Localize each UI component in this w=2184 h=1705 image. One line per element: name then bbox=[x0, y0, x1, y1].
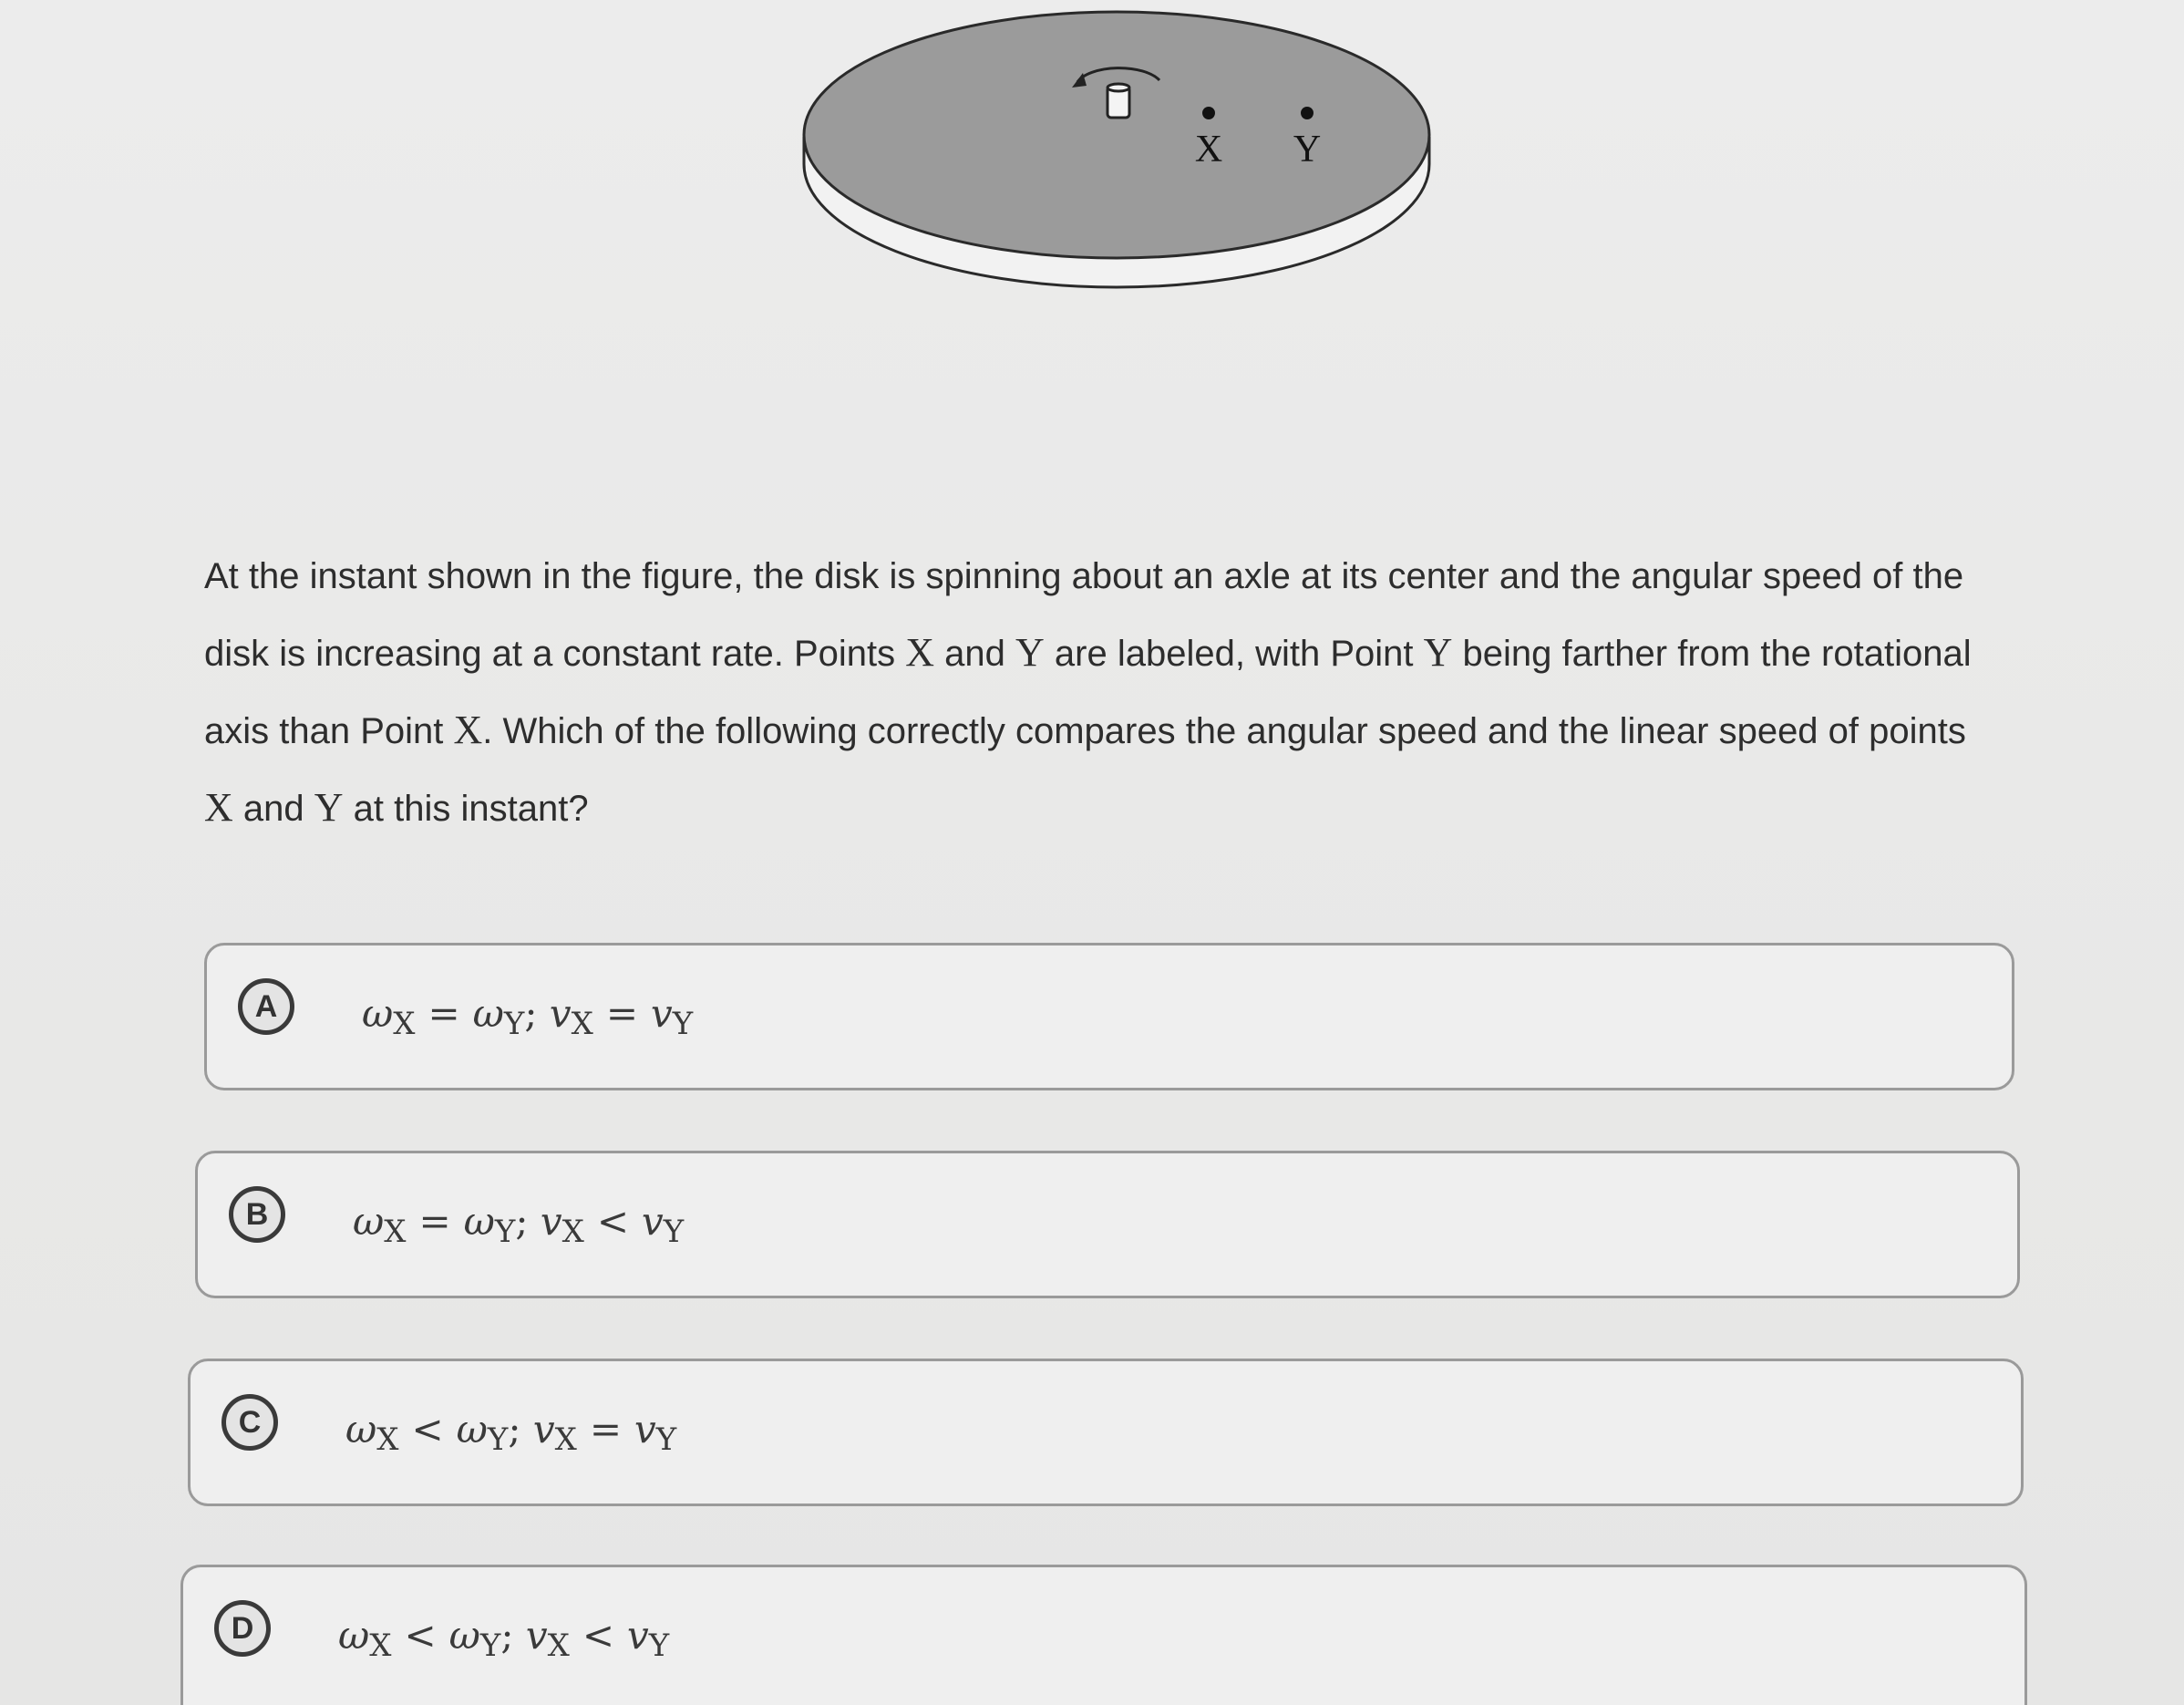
disk-figure bbox=[793, 0, 1449, 301]
choice-b-button[interactable] bbox=[195, 1151, 2020, 1298]
choice-d-letter: D bbox=[214, 1600, 271, 1657]
var-y: Y bbox=[1423, 630, 1453, 675]
point-y-label: Y bbox=[1293, 129, 1322, 170]
choice-c-letter: C bbox=[221, 1394, 278, 1451]
disk-top bbox=[804, 12, 1429, 258]
question-part: being farther from the rotational axis than Point bbox=[204, 634, 1972, 751]
var-x: X bbox=[453, 708, 483, 752]
question-part: and bbox=[232, 789, 314, 829]
question-part: and bbox=[934, 634, 1016, 674]
question-text bbox=[204, 538, 1991, 847]
question-part: At the instant shown in the figure, the disk is spinning about an axle at its center and the angular speed of the disk is increasing at a constant rate. Points bbox=[204, 556, 1964, 674]
choice-b-expression: ωX = ωY; vX < vY bbox=[353, 1199, 685, 1250]
choice-a-letter: A bbox=[238, 978, 294, 1035]
choice-c-expression: ωX < ωY; vX = vY bbox=[345, 1407, 677, 1458]
point-x-label: X bbox=[1194, 129, 1223, 170]
var-x: X bbox=[204, 785, 233, 830]
choice-a-expression: ωX = ωY; vX = vY bbox=[362, 991, 694, 1042]
var-y: Y bbox=[314, 785, 344, 830]
choice-b-letter: B bbox=[229, 1186, 285, 1243]
choice-c-button[interactable] bbox=[188, 1359, 2024, 1506]
var-y: Y bbox=[1015, 630, 1045, 675]
choice-d-expression: ωX < ωY; vX < vY bbox=[338, 1613, 670, 1664]
question-part: . Which of the following correctly compares the angular speed and the linear speed of points bbox=[482, 711, 1966, 751]
point-x-dot bbox=[1202, 107, 1215, 119]
var-x: X bbox=[905, 630, 935, 675]
question-part: are labeled, with Point bbox=[1044, 634, 1424, 674]
point-y-dot bbox=[1301, 107, 1313, 119]
choice-a-button[interactable] bbox=[204, 943, 2014, 1090]
question-part: at this instant? bbox=[343, 789, 589, 829]
choice-d-button[interactable] bbox=[180, 1565, 2027, 1705]
axle-icon bbox=[1107, 84, 1129, 118]
